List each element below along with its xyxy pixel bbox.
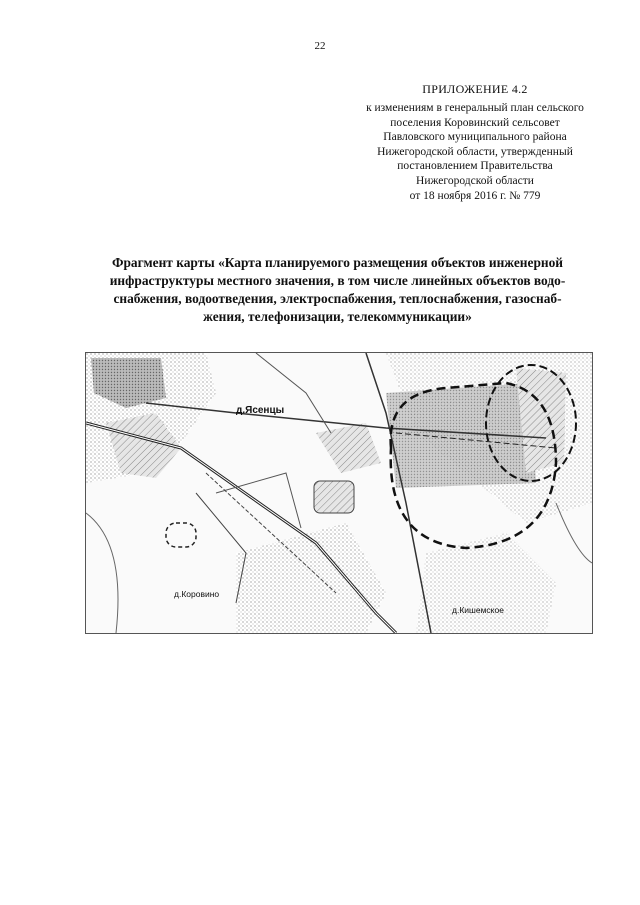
heading-line: инфраструктуры местного значения, в том числе линейных объектов водо- bbox=[109, 273, 566, 288]
map-label-korovino: д.Коровино bbox=[174, 589, 220, 599]
appendix-description bbox=[330, 101, 620, 203]
map-label-yasentsy: д.Ясенцы bbox=[236, 405, 285, 416]
heading-line: снабжения, водоотведения, электроспабжения, теплоснабжения, газоснаб- bbox=[113, 291, 562, 306]
appendix-line: Павловского муниципального района bbox=[383, 131, 567, 144]
appendix-title: ПРИЛОЖЕНИЕ 4.2 bbox=[422, 82, 528, 96]
appendix-line: к изменениям в генеральный план сельского bbox=[366, 102, 584, 114]
appendix-line: Нижегородской области bbox=[416, 174, 534, 187]
heading-line: жения, телефонизации, телекоммуникации» bbox=[203, 309, 472, 324]
map-drawing bbox=[86, 353, 592, 633]
map-fragment bbox=[85, 352, 593, 634]
heading-line: Фрагмент карты «Карта планируемого размещения объектов инженерной bbox=[111, 255, 564, 270]
map-label-kishemskoe: д.Кишемское bbox=[452, 605, 504, 615]
document-heading bbox=[75, 254, 600, 326]
appendix-line: Нижегородской области, утвержденный bbox=[377, 145, 573, 158]
appendix-line: от 18 ноября 2016 г. № 779 bbox=[409, 189, 541, 202]
page-number: 22 bbox=[314, 40, 326, 52]
zone-south-yasentsy bbox=[314, 481, 354, 513]
appendix-line: постановлением Правительства bbox=[397, 160, 553, 173]
appendix-line: поселения Коровинский сельсовет bbox=[390, 116, 560, 129]
